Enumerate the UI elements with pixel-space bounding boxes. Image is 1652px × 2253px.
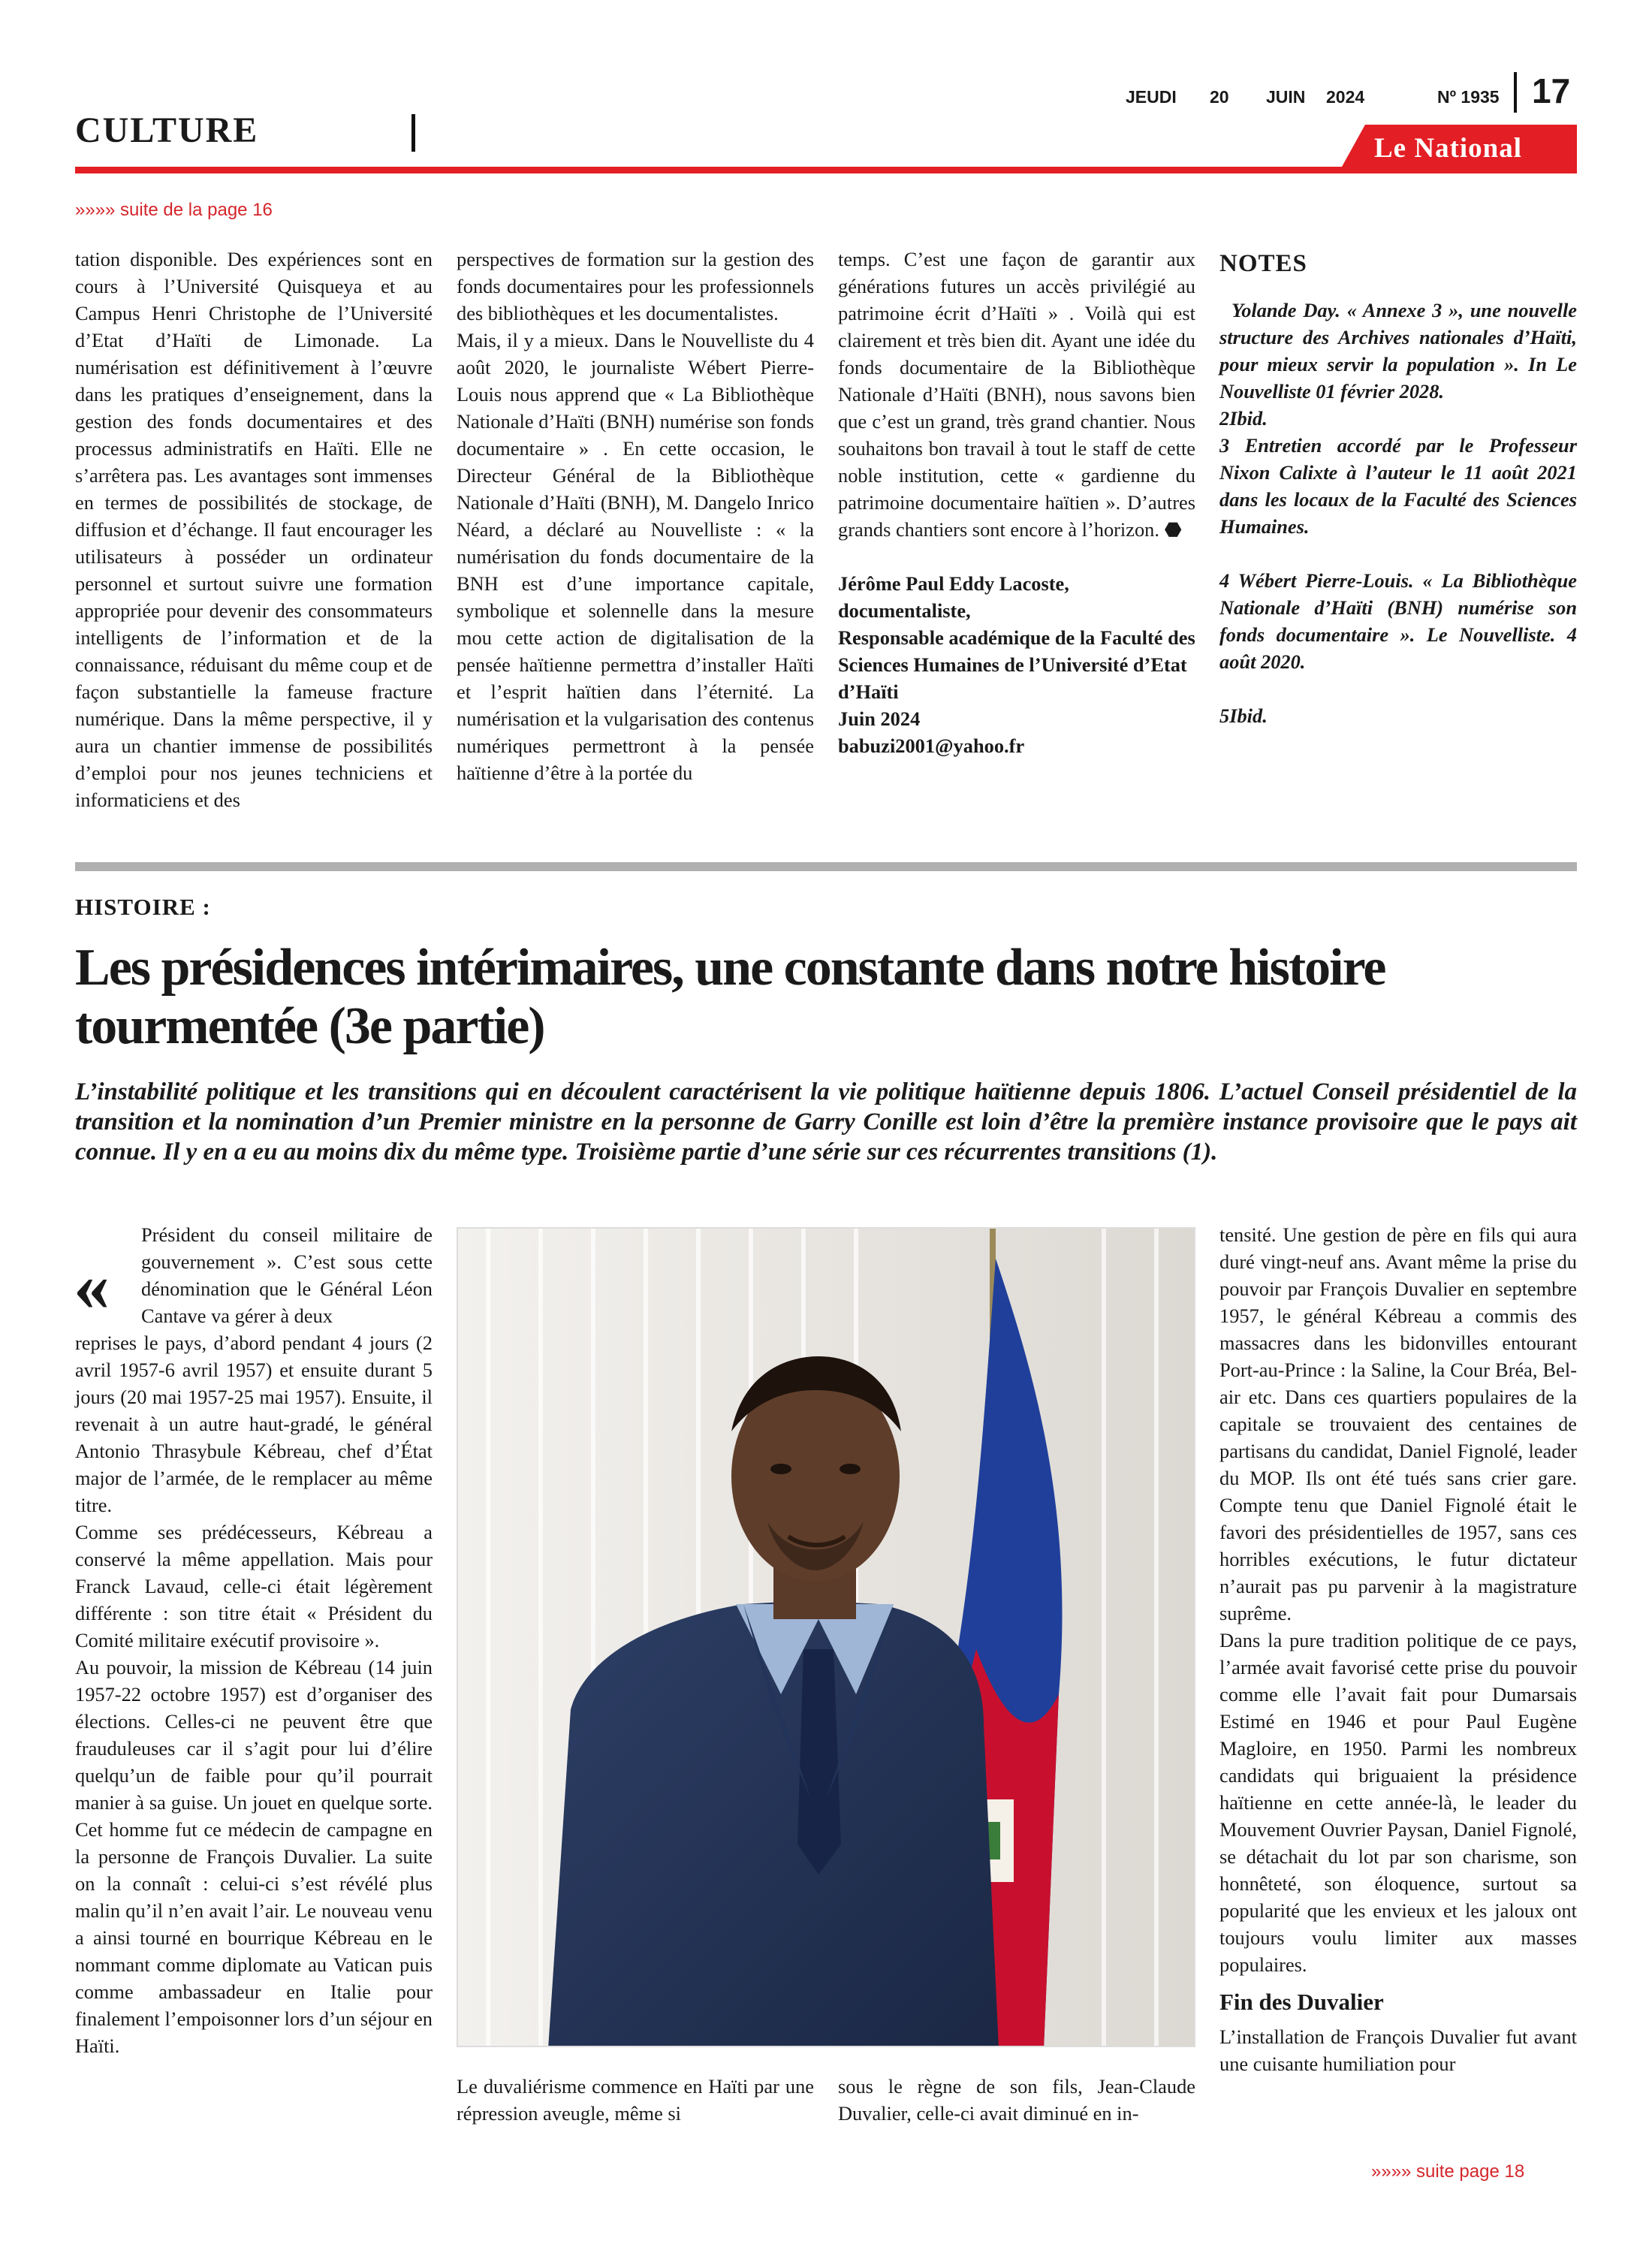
article-headline: Les présidences intérimaires, une constante dans notre histoire tourmentée (3e partie) <box>75 939 1385 1055</box>
paragraph: Au pouvoir, la mission de Kébreau (14 juin 1957-22 octobre 1957) est d’organiser des élections. Celles-ci ne peuvent être que frauduleuses car il s’agit pour lui d’élire quelqu’un de faible pour qu’il pourrait manier à sa guise. Un jouet en quelque sorte. Cet homme fut ce médecin de campagne en la personne de François Duvalier. La suite on la connaît : celui-ci s’est révélé plus malin qu’il n’en avait l’air. Le nouveau venu a ainsi tourné en bourrique Kébreau en le nommant comme diplomate au Vatican puis comme ambassadeur en Italie pour finalement l’empoisonner lors d’un séjour en Haïti. <box>75 1656 433 2057</box>
paragraph: tation disponible. Des expériences sont en cours à l’Université Quisqueya et au Campus Henri Christophe de l’Université d’Etat d’Haïti de Limonade. La numérisation est définitivement à l’œuvre dans les pratiques d’enseignement, dans la gestion des fonds documentaires et des processus administratifs en Haïti. Elle ne s’arrêtera pas. Les avantages sont immenses en termes de possibilités de stockage, de diffusion et d’échange. Il faut encourager les utilisateurs à posséder un ordinateur personnel et surtout suivre une formation appropriée pour devenir des consommateurs intelligents de l’information et de la connaissance, réduisant du même coup et de façon substantielle la fameuse fracture numérique. Dans la même perspective, il y aura un chantier immense de possibilités d’emploi pour nos jeunes techniciens et informaticiens et des <box>75 248 433 811</box>
column-text: sous le règne de son fils, Jean-Claude Duvalier, celle-ci avait diminué en in- <box>838 2075 1195 2125</box>
lead-paragraph: Président du conseil militaire de gouvernement ». C’est sous cette dénomination que le Général Léon Cantave va gérer à deux <box>141 1223 433 1327</box>
paragraph: L’installation de François Duvalier fut avant une cuisante humiliation pour <box>1219 2025 1577 2075</box>
author-name: Jérôme Paul Eddy Lacoste, documentaliste, <box>838 572 1069 622</box>
top-article-column-3 <box>838 246 1195 759</box>
date-day: JEUDI <box>1126 87 1177 107</box>
author-signature <box>838 570 1195 759</box>
date-year: 2024 <box>1326 87 1365 107</box>
note-item: 5Ibid. <box>1219 704 1268 727</box>
column-text: Le duvaliérisme commence en Haïti par une répression aveugle, même si <box>457 2075 814 2125</box>
article-kicker: HISTOIRE : <box>75 894 211 920</box>
top-article-column-1 <box>75 246 433 813</box>
portrait-illustration <box>458 1229 1195 2047</box>
section-separator <box>75 862 1577 871</box>
paragraph: tensité. Une gestion de père en fils qui aura duré vingt-neuf ans. Avant même la prise du pouvoir par François Duvalier en septembre 1957, le général Kébreau a commis des massacres dans les bidonvilles entourant Port-au-Prince : la Saline, la Cour Bréa, Bel-air etc. Dans ces quartiers populaires de la capitale se trouvaient des centaines de partisans du candidat, Daniel Fignolé, leader du MOP. Ils ont été tués sans crier gare. Compte tenu que Daniel Fignolé était le favori des présidentielles de 1957, sans ces horribles exécutions, le futur dictateur n’aurait pas pu parvenir à la magistrature suprême. <box>1219 1223 1577 1624</box>
note-item: 2Ibid. <box>1219 407 1268 430</box>
portrait-photo <box>457 1227 1195 2047</box>
article-column-4 <box>1219 1221 1577 2077</box>
page-number: 17 <box>1532 71 1571 110</box>
continued-from-link[interactable]: »»»» suite de la page 16 <box>75 200 273 220</box>
issue-number: Nº 1935 <box>1437 87 1500 107</box>
note-item: Yolande Day. « Annexe 3 », une nouvelle structure des Archives nationales d’Haïti, pour mieux servir la population ». In Le Nouvelliste 01 février 2028. <box>1219 299 1577 403</box>
paragraph-text: temps. C’est une façon de garantir aux générations futures un accès privilégié au patrimoine écrit d’Haïti » . Voilà qui est clairement et très bien dit. Ayant une idée du fonds documentaire de la Bibliothèque Nationale d’Haïti (BNH), nous savons bien que c’est un grand, très grand chantier. Nous souhaitons bon travail à tout le staff de cette noble institution, cette « gardienne du patrimoine documentaire haïtien ». D’autres grands chantiers sont encore à l’horizon. <box>838 248 1195 541</box>
newspaper-name: Le National <box>1374 133 1523 164</box>
date-number: 20 <box>1210 87 1229 107</box>
note-item: 3 Entretien accordé par le Professeur Nixon Calixte à l’auteur le 11 août 2021 dans les locaux de la Faculté des Sciences Humaines. <box>1219 434 1577 538</box>
top-article-column-2 <box>457 246 814 786</box>
note-item: 4 Wébert Pierre-Louis. « La Bibliothèque Nationale d’Haïti (BNH) numérise son fonds documentaire ». Le Nouvelliste. 4 août 2020. <box>1219 569 1577 673</box>
paragraph: Mais, il y a mieux. Dans le Nouvelliste du 4 août 2020, le journaliste Wébert Pierre-Louis nous apprend que « La Bibliothèque Nationale d’Haïti (BNH) numérise son fonds documentaire » . En cette occasion, le Directeur Général de la Bibliothèque Nationale d’Haïti (BNH), M. Dangelo Inrico Néard, a déclaré au Nouvelliste : « la numérisation du fonds documentaire de la BNH est d’une importance capitale, symbolique et solennelle dans la mesure mou cette action de digitalisation de la pensée haïtienne permettra d’installer Haïti et l’esprit haïtien dans l’éternité. La numérisation et la vulgarisation des contenus numériques permettront à la pensée haïtienne d’être à la portée du <box>457 329 814 784</box>
paragraph: Dans la pure tradition politique de ce pays, l’armée avait favorisé cette prise du pouvoir comme elle l’avait fait pour Dumarsais Estimé en 1946 et pour Paul Eugène Magloire, en 1950. Parmi les nombreux candidats qui briguaient la présidence haïtienne en cette année-là, le leader du Mouvement Ouvrier Paysan, Daniel Fignolé, se détachait du lot par son charisme, son honnêteté, son éloquence, surtout sa popularité que les envieux et les jaloux ont toujours voulu limiter aux masses populaires. <box>1219 1629 1577 1976</box>
notes-heading: NOTES <box>1219 250 1307 277</box>
signature-date: Juin 2024 <box>838 707 921 730</box>
date-month: JUIN <box>1266 87 1306 107</box>
author-role: Responsable académique de la Faculté des Sciences Humaines de l’Université d’Etat d’Haïti <box>838 626 1195 703</box>
notes-list <box>1219 297 1577 729</box>
opening-quote-mark: « <box>74 1245 110 1326</box>
article-column-1 <box>75 1221 433 2059</box>
page-number-divider <box>1514 72 1517 113</box>
paragraph: Comme ses prédécesseurs, Kébreau a conservé la même appellation. Mais pour Franck Lavaud, celle-ci était légèrement différente : son titre était « Président du Comité militaire exécutif provisoire ». <box>75 1521 433 1651</box>
article-subhead: Fin des Duvalier <box>1219 1989 1384 2015</box>
continued-to-link[interactable]: »»»» suite page 18 <box>1371 2161 1525 2182</box>
section-label: CULTURE <box>75 110 259 150</box>
author-email[interactable]: babuzi2001@yahoo.fr <box>838 734 1025 757</box>
paragraph: reprises le pays, d’abord pendant 4 jours (2 avril 1957-6 avril 1957) et ensuite durant 5 jours (20 mai 1957-25 mai 1957). Ensuite, il revenait à un autre haut-gradé, le général Antonio Thrasybule Kébreau, chef d’État major de l’armée, de le remplacer au même titre. <box>75 1332 433 1516</box>
section-divider <box>411 114 415 152</box>
end-of-article-mark: ⬣ <box>1164 518 1182 541</box>
paragraph <box>838 246 1195 543</box>
article-standfirst: L’instabilité politique et les transitions qui en découlent caractérisent la vie politique haïtienne depuis 1806. L’actuel Conseil présidentiel de la transition et la nomination d’un Premier ministre en la personne de Garry Conille est loin d’être la première instance provisoire que le pays ait connue. Il y en a eu au moins dix du même type. Troisième partie d’une série sur ces récurrentes transitions (1). <box>75 1078 1577 1166</box>
paragraph: perspectives de formation sur la gestion des fonds documentaires pour les professionnels des bibliothèques et les documentalistes. <box>457 248 814 324</box>
